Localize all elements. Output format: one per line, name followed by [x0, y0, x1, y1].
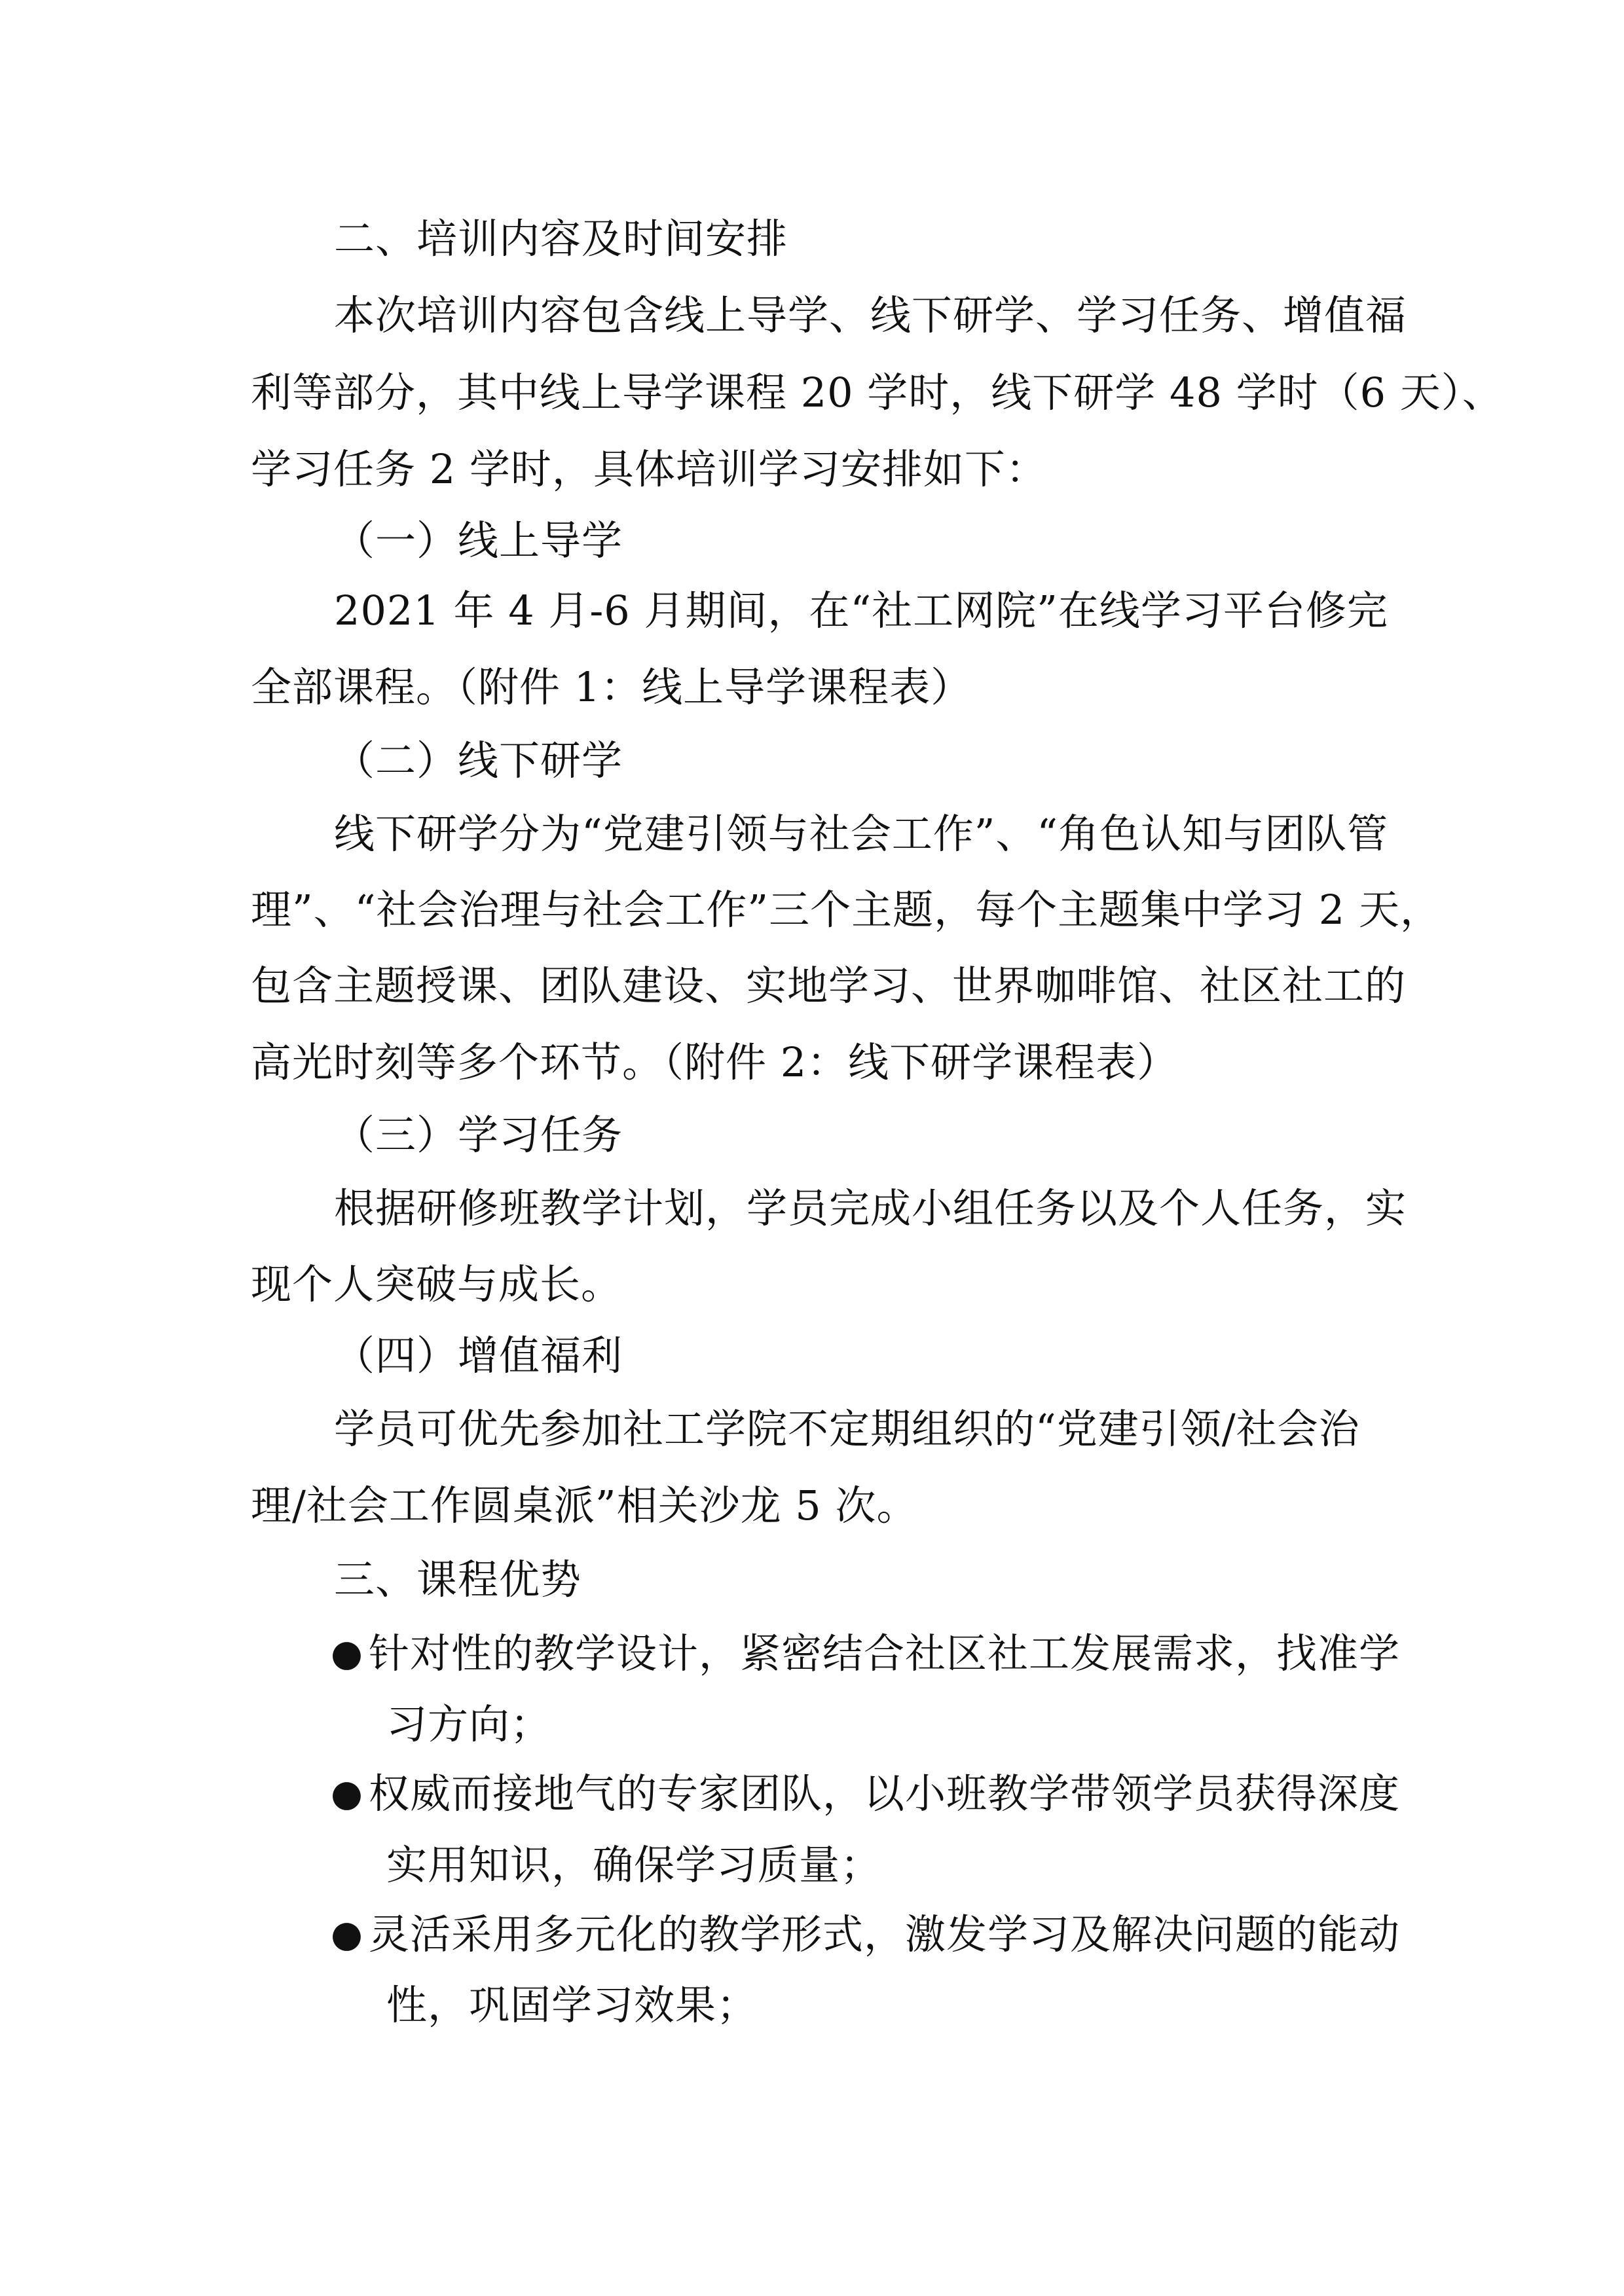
paragraph-line: 全部课程。（附件 1：线上导学课程表）: [251, 663, 972, 711]
paragraph-line: 学习任务 2 学时，具体培训学习安排如下：: [251, 445, 1047, 493]
paragraph-line: 根据研修班教学计划，学员完成小组任务以及个人任务，实: [334, 1184, 1407, 1232]
bullet-dot-icon: ●: [331, 1632, 363, 1675]
bullet-line: 习方向；: [386, 1700, 552, 1748]
subsection-heading: （四）增值福利: [334, 1332, 623, 1379]
section-heading: 三、课程优势: [334, 1556, 582, 1603]
paragraph-line: 理”、“社会治理与社会工作”三个主题，每个主题集中学习 2 天，: [251, 886, 1441, 934]
subsection-heading: （一）线上导学: [334, 517, 623, 564]
bullet-line: 性，巩固学习效果；: [386, 1981, 758, 2029]
paragraph-line: 利等部分，其中线上导学课程 20 学时，线下研学 48 学时（6 天）、: [251, 369, 1504, 416]
paragraph-line: 线下研学分为“党建引领与社会工作”、“角色认知与团队管: [334, 810, 1389, 858]
subsection-heading: （三）学习任务: [334, 1111, 623, 1159]
paragraph-line: 包含主题授课、团队建设、实地学习、世界咖啡馆、社区社工的: [251, 962, 1407, 1010]
paragraph-line: 学员可优先参加社工学院不定期组织的“党建引领/社会治: [334, 1405, 1360, 1453]
subsection-heading: （二）线下研学: [334, 737, 623, 784]
paragraph-line: 本次培训内容包含线上导学、线下研学、学习任务、增值福: [334, 291, 1407, 339]
paragraph-line: 高光时刻等多个环节。（附件 2：线下研学课程表）: [251, 1038, 1179, 1086]
paragraph-line: 理/社会工作圆桌派”相关沙龙 5 次。: [251, 1482, 918, 1529]
bullet-dot-icon: ●: [331, 1772, 363, 1815]
bullet-line: 实用知识，确保学习质量；: [386, 1841, 882, 1889]
bullet-line: 针对性的教学设计，紧密结合社区社工发展需求，找准学: [369, 1630, 1401, 1677]
bullet-line: 灵活采用多元化的教学形式，激发学习及解决问题的能动: [369, 1910, 1401, 1958]
section-heading: 二、培训内容及时间安排: [334, 215, 788, 263]
paragraph-line: 现个人突破与成长。: [251, 1260, 623, 1308]
bullet-dot-icon: ●: [331, 1913, 363, 1956]
paragraph-line: 2021 年 4 月-6 月期间，在“社工网院”在线学习平台修完: [334, 587, 1388, 634]
bullet-line: 权威而接地气的专家团队，以小班教学带领学员获得深度: [369, 1770, 1401, 1817]
